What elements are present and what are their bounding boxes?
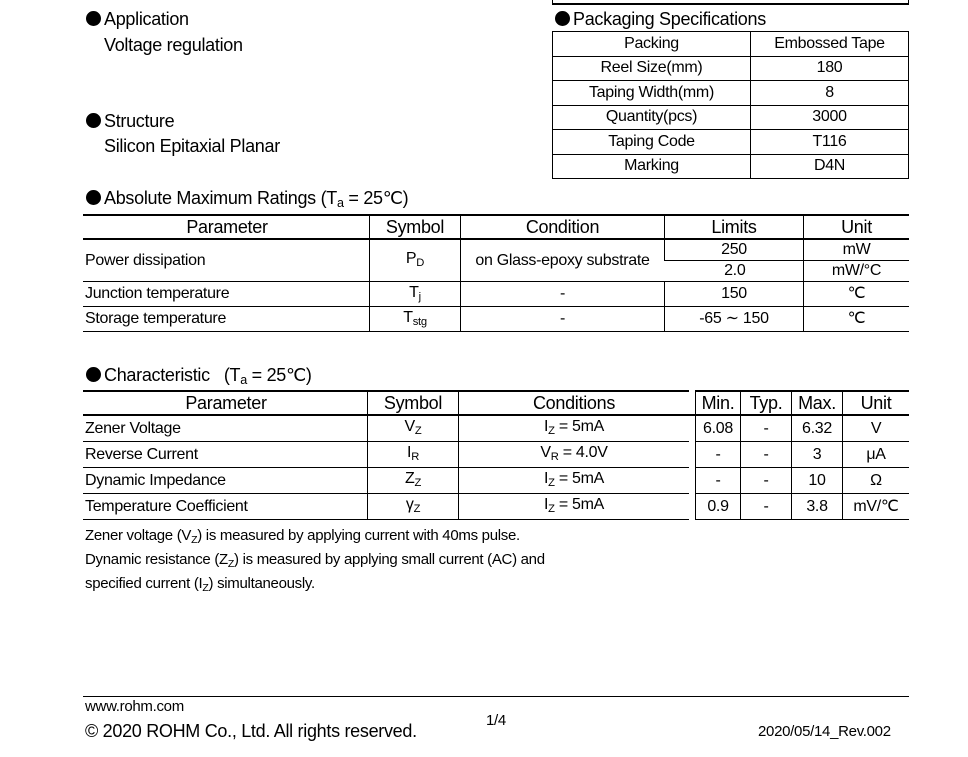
revision-date: 2020/05/14_Rev.002 (758, 723, 891, 740)
bullet-icon (86, 11, 101, 26)
structure-heading: Structure (86, 111, 174, 132)
footer-url[interactable]: www.rohm.com (85, 698, 184, 715)
footer-copyright: © 2020 ROHM Co., Ltd. All rights reserved. (85, 721, 417, 741)
table-row: Taping Width(mm) 8 (553, 81, 909, 106)
table-row: Temperature Coefficient $\gamma_Z$ $I_Z = 5mA$ 0.9 - 3.8 mV/℃ (83, 494, 909, 520)
table-row: Storage temperature $T_{stg}$ - -65 ∼ 150 ℃ (83, 307, 909, 332)
application-heading: Application (86, 9, 189, 30)
table-row: Power dissipation $P_D$ on Glass-epoxy substrate 250 mW (83, 239, 909, 261)
bullet-icon (86, 367, 101, 382)
table-header: Parameter Symbol Conditions Min. Typ. Max. Unit (83, 391, 909, 415)
characteristic-table (83, 390, 909, 520)
structure-text: Silicon Epitaxial Planar (104, 136, 280, 156)
bullet-icon (86, 113, 101, 128)
abs-max-table (83, 214, 909, 332)
table-row: Marking D4N (553, 154, 909, 179)
table-row: Quantity(pcs) 3000 (553, 105, 909, 130)
packaging-heading: Packaging Specifications (555, 9, 766, 30)
prev-table-bottom-border (552, 0, 909, 5)
note-dynamic-resistance: Dynamic resistance $(Z_Z)$ is measured by applying small current (AC) and (85, 551, 545, 570)
note-zener-voltage: Zener voltage $(V_Z)$ is measured by applying current with 40ms pulse. (85, 527, 520, 546)
bullet-icon (555, 11, 570, 26)
page-number: 1/4 (486, 712, 506, 729)
table-row: Junction temperature $T_j$ - 150 ℃ (83, 282, 909, 307)
table-row: Dynamic Impedance $Z_Z$ $I_Z = 5mA$ - - 10 Ω (83, 468, 909, 494)
table-row: Reel Size(mm) 180 (553, 56, 909, 81)
table-row: Reverse Current $I_R$ $V_R = 4.0V$ - - 3 μA (83, 442, 909, 468)
bullet-icon (86, 190, 101, 205)
table-row: 2.0 mW/°C (83, 261, 909, 282)
application-text: Voltage regulation (104, 35, 243, 55)
note-specified-current: specified current $(I_Z)$ simultaneously. (85, 575, 315, 594)
packaging-table (552, 31, 909, 179)
characteristic-heading: Characteristic ($T_a$ = 25℃) (86, 365, 312, 387)
table-header: Parameter Symbol Condition Limits Unit (83, 215, 909, 239)
table-row: Taping Code T116 (553, 130, 909, 155)
abs-max-heading: Absolute Maximum Ratings ($T_a$ = 25℃) (86, 188, 408, 210)
table-row: Zener Voltage $V_Z$ $I_Z = 5mA$ 6.08 - 6.32 V (83, 415, 909, 442)
table-row: Packing Embossed Tape (553, 32, 909, 57)
footer-divider (83, 696, 909, 697)
